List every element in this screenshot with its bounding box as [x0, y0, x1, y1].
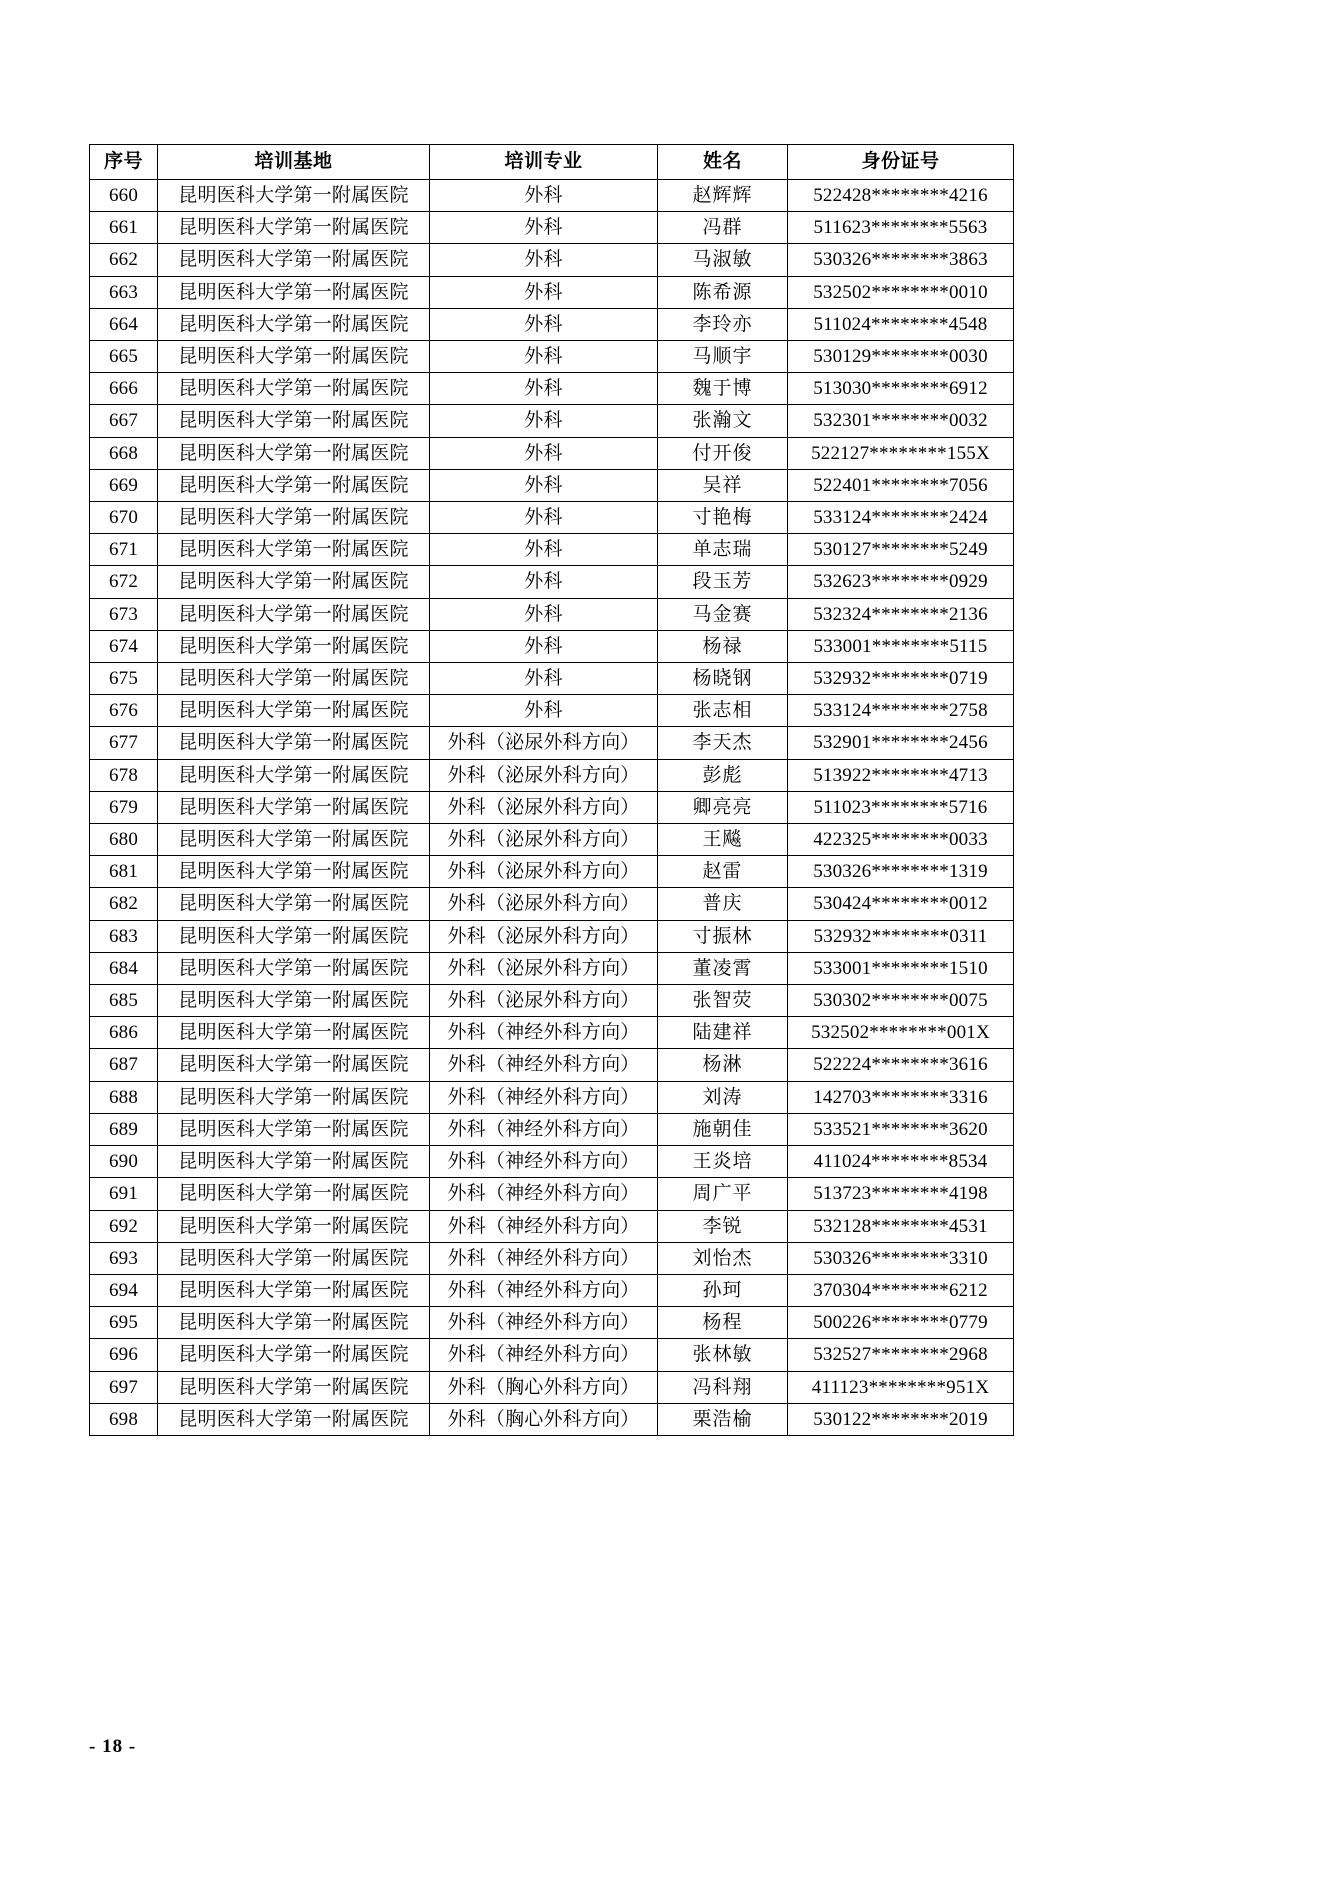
table-row: [90, 1049, 1014, 1081]
cell-sequence: 672: [90, 566, 158, 598]
cell-training-specialty: 外科（胸心外科方向）: [430, 1371, 658, 1403]
cell-training-base: 昆明医科大学第一附属医院: [158, 920, 430, 952]
table-row: [90, 952, 1014, 984]
cell-training-base: 昆明医科大学第一附属医院: [158, 437, 430, 469]
cell-id-number: 411024********8534: [788, 1146, 1014, 1178]
cell-sequence: 686: [90, 1017, 158, 1049]
cell-sequence: 664: [90, 308, 158, 340]
table-row: [90, 888, 1014, 920]
cell-training-specialty: 外科（神经外科方向）: [430, 1178, 658, 1210]
cell-sequence: 698: [90, 1403, 158, 1435]
cell-training-specialty: 外科: [430, 405, 658, 437]
cell-sequence: 693: [90, 1242, 158, 1274]
cell-training-base: 昆明医科大学第一附属医院: [158, 534, 430, 566]
cell-training-specialty: 外科（神经外科方向）: [430, 1049, 658, 1081]
cell-name: 杨禄: [658, 630, 788, 662]
cell-training-specialty: 外科: [430, 341, 658, 373]
cell-training-base: 昆明医科大学第一附属医院: [158, 695, 430, 727]
table-row: [90, 534, 1014, 566]
cell-training-base: 昆明医科大学第一附属医院: [158, 759, 430, 791]
cell-training-base: 昆明医科大学第一附属医院: [158, 1113, 430, 1145]
cell-training-specialty: 外科: [430, 437, 658, 469]
cell-training-base: 昆明医科大学第一附属医院: [158, 630, 430, 662]
table-row: [90, 566, 1014, 598]
cell-training-base: 昆明医科大学第一附属医院: [158, 566, 430, 598]
table-row: [90, 502, 1014, 534]
cell-training-base: 昆明医科大学第一附属医院: [158, 308, 430, 340]
table-header: [90, 145, 1014, 180]
cell-training-base: 昆明医科大学第一附属医院: [158, 598, 430, 630]
cell-id-number: 532932********0311: [788, 920, 1014, 952]
cell-name: 张志相: [658, 695, 788, 727]
cell-id-number: 533001********5115: [788, 630, 1014, 662]
cell-id-number: 532128********4531: [788, 1210, 1014, 1242]
cell-name: 王飚: [658, 824, 788, 856]
cell-name: 寸艳梅: [658, 502, 788, 534]
cell-training-base: 昆明医科大学第一附属医院: [158, 1339, 430, 1371]
cell-id-number: 532324********2136: [788, 598, 1014, 630]
cell-sequence: 663: [90, 276, 158, 308]
cell-sequence: 683: [90, 920, 158, 952]
cell-id-number: 533001********1510: [788, 952, 1014, 984]
cell-sequence: 660: [90, 180, 158, 212]
cell-sequence: 678: [90, 759, 158, 791]
cell-name: 段玉芳: [658, 566, 788, 598]
cell-sequence: 666: [90, 373, 158, 405]
cell-sequence: 674: [90, 630, 158, 662]
column-header-training-specialty: 培训专业: [430, 145, 658, 180]
cell-sequence: 695: [90, 1307, 158, 1339]
table-row: [90, 1017, 1014, 1049]
cell-sequence: 671: [90, 534, 158, 566]
cell-training-base: 昆明医科大学第一附属医院: [158, 856, 430, 888]
cell-name: 单志瑞: [658, 534, 788, 566]
cell-training-specialty: 外科（神经外科方向）: [430, 1146, 658, 1178]
cell-id-number: 422325********0033: [788, 824, 1014, 856]
cell-training-base: 昆明医科大学第一附属医院: [158, 1081, 430, 1113]
cell-sequence: 691: [90, 1178, 158, 1210]
cell-name: 陆建祥: [658, 1017, 788, 1049]
cell-sequence: 697: [90, 1371, 158, 1403]
cell-sequence: 684: [90, 952, 158, 984]
cell-training-specialty: 外科: [430, 212, 658, 244]
cell-training-base: 昆明医科大学第一附属医院: [158, 1146, 430, 1178]
cell-name: 赵辉辉: [658, 180, 788, 212]
cell-name: 张瀚文: [658, 405, 788, 437]
table-row: [90, 437, 1014, 469]
cell-id-number: 411123********951X: [788, 1371, 1014, 1403]
cell-training-specialty: 外科（泌尿外科方向）: [430, 824, 658, 856]
cell-training-specialty: 外科: [430, 180, 658, 212]
cell-id-number: 532623********0929: [788, 566, 1014, 598]
table-row: [90, 598, 1014, 630]
cell-sequence: 685: [90, 985, 158, 1017]
table-row: [90, 212, 1014, 244]
table-row: [90, 695, 1014, 727]
table-row: [90, 276, 1014, 308]
cell-name: 周广平: [658, 1178, 788, 1210]
cell-id-number: 533124********2424: [788, 502, 1014, 534]
cell-name: 寸振林: [658, 920, 788, 952]
cell-training-base: 昆明医科大学第一附属医院: [158, 727, 430, 759]
cell-sequence: 682: [90, 888, 158, 920]
table-row: [90, 630, 1014, 662]
table-row: [90, 469, 1014, 501]
cell-training-specialty: 外科: [430, 276, 658, 308]
cell-sequence: 696: [90, 1339, 158, 1371]
cell-sequence: 679: [90, 791, 158, 823]
cell-id-number: 530326********1319: [788, 856, 1014, 888]
cell-name: 马淑敏: [658, 244, 788, 276]
column-header-sequence: 序号: [90, 145, 158, 180]
cell-sequence: 676: [90, 695, 158, 727]
cell-sequence: 662: [90, 244, 158, 276]
cell-training-base: 昆明医科大学第一附属医院: [158, 888, 430, 920]
table-row: [90, 244, 1014, 276]
cell-training-base: 昆明医科大学第一附属医院: [158, 791, 430, 823]
cell-name: 施朝佳: [658, 1113, 788, 1145]
cell-training-specialty: 外科（泌尿外科方向）: [430, 856, 658, 888]
cell-sequence: 687: [90, 1049, 158, 1081]
cell-name: 栗浩榆: [658, 1403, 788, 1435]
cell-id-number: 370304********6212: [788, 1274, 1014, 1306]
cell-id-number: 530302********0075: [788, 985, 1014, 1017]
roster-table-container: [89, 144, 1013, 1436]
cell-training-base: 昆明医科大学第一附属医院: [158, 1307, 430, 1339]
cell-name: 李天杰: [658, 727, 788, 759]
cell-id-number: 530127********5249: [788, 534, 1014, 566]
cell-sequence: 673: [90, 598, 158, 630]
cell-training-base: 昆明医科大学第一附属医院: [158, 502, 430, 534]
cell-training-base: 昆明医科大学第一附属医院: [158, 1274, 430, 1306]
cell-name: 吴祥: [658, 469, 788, 501]
cell-name: 冯科翔: [658, 1371, 788, 1403]
cell-training-base: 昆明医科大学第一附属医院: [158, 244, 430, 276]
roster-table: [89, 144, 1014, 1436]
cell-id-number: 513723********4198: [788, 1178, 1014, 1210]
cell-training-specialty: 外科（泌尿外科方向）: [430, 888, 658, 920]
cell-training-base: 昆明医科大学第一附属医院: [158, 1049, 430, 1081]
cell-training-specialty: 外科（泌尿外科方向）: [430, 727, 658, 759]
cell-sequence: 677: [90, 727, 158, 759]
table-row: [90, 791, 1014, 823]
cell-name: 刘涛: [658, 1081, 788, 1113]
cell-id-number: 532901********2456: [788, 727, 1014, 759]
cell-name: 马金赛: [658, 598, 788, 630]
cell-training-specialty: 外科: [430, 244, 658, 276]
cell-name: 杨淋: [658, 1049, 788, 1081]
cell-training-base: 昆明医科大学第一附属医院: [158, 824, 430, 856]
table-row: [90, 824, 1014, 856]
table-row: [90, 1339, 1014, 1371]
cell-name: 李玲亦: [658, 308, 788, 340]
table-row: [90, 180, 1014, 212]
cell-name: 杨晓钢: [658, 663, 788, 695]
cell-training-base: 昆明医科大学第一附属医院: [158, 663, 430, 695]
cell-training-specialty: 外科（神经外科方向）: [430, 1113, 658, 1145]
cell-training-base: 昆明医科大学第一附属医院: [158, 1242, 430, 1274]
cell-name: 赵雷: [658, 856, 788, 888]
cell-name: 张智荧: [658, 985, 788, 1017]
cell-training-specialty: 外科（泌尿外科方向）: [430, 952, 658, 984]
cell-training-base: 昆明医科大学第一附属医院: [158, 212, 430, 244]
cell-training-specialty: 外科（神经外科方向）: [430, 1339, 658, 1371]
cell-name: 付开俊: [658, 437, 788, 469]
cell-training-specialty: 外科（神经外科方向）: [430, 1274, 658, 1306]
cell-training-specialty: 外科: [430, 373, 658, 405]
cell-training-specialty: 外科: [430, 663, 658, 695]
cell-training-base: 昆明医科大学第一附属医院: [158, 985, 430, 1017]
table-row: [90, 405, 1014, 437]
cell-training-specialty: 外科（神经外科方向）: [430, 1307, 658, 1339]
table-row: [90, 1242, 1014, 1274]
cell-name: 王炎培: [658, 1146, 788, 1178]
table-row: [90, 373, 1014, 405]
cell-training-base: 昆明医科大学第一附属医院: [158, 373, 430, 405]
table-row: [90, 1274, 1014, 1306]
cell-id-number: 532301********0032: [788, 405, 1014, 437]
cell-training-specialty: 外科: [430, 598, 658, 630]
table-row: [90, 727, 1014, 759]
table-row: [90, 663, 1014, 695]
table-row: [90, 1403, 1014, 1435]
cell-training-specialty: 外科: [430, 630, 658, 662]
cell-sequence: 692: [90, 1210, 158, 1242]
cell-name: 卿亮亮: [658, 791, 788, 823]
cell-name: 刘怡杰: [658, 1242, 788, 1274]
cell-id-number: 530326********3863: [788, 244, 1014, 276]
cell-name: 张林敏: [658, 1339, 788, 1371]
cell-id-number: 522127********155X: [788, 437, 1014, 469]
cell-sequence: 694: [90, 1274, 158, 1306]
cell-training-base: 昆明医科大学第一附属医院: [158, 1178, 430, 1210]
cell-sequence: 669: [90, 469, 158, 501]
cell-name: 李锐: [658, 1210, 788, 1242]
cell-id-number: 532527********2968: [788, 1339, 1014, 1371]
page-number: - 18 -: [89, 1736, 137, 1757]
cell-id-number: 513922********4713: [788, 759, 1014, 791]
cell-id-number: 530424********0012: [788, 888, 1014, 920]
column-header-id-number: 身份证号: [788, 145, 1014, 180]
cell-sequence: 667: [90, 405, 158, 437]
cell-name: 魏于博: [658, 373, 788, 405]
cell-training-specialty: 外科: [430, 308, 658, 340]
cell-sequence: 689: [90, 1113, 158, 1145]
cell-id-number: 533521********3620: [788, 1113, 1014, 1145]
cell-id-number: 142703********3316: [788, 1081, 1014, 1113]
column-header-name: 姓名: [658, 145, 788, 180]
cell-training-base: 昆明医科大学第一附属医院: [158, 469, 430, 501]
table-row: [90, 341, 1014, 373]
table-row: [90, 1146, 1014, 1178]
cell-training-specialty: 外科（神经外科方向）: [430, 1081, 658, 1113]
cell-id-number: 522401********7056: [788, 469, 1014, 501]
cell-id-number: 530129********0030: [788, 341, 1014, 373]
cell-name: 孙珂: [658, 1274, 788, 1306]
cell-name: 杨程: [658, 1307, 788, 1339]
cell-training-base: 昆明医科大学第一附属医院: [158, 1210, 430, 1242]
cell-sequence: 675: [90, 663, 158, 695]
cell-training-specialty: 外科（神经外科方向）: [430, 1210, 658, 1242]
table-row: [90, 1178, 1014, 1210]
cell-id-number: 532932********0719: [788, 663, 1014, 695]
cell-training-base: 昆明医科大学第一附属医院: [158, 1017, 430, 1049]
cell-id-number: 511024********4548: [788, 308, 1014, 340]
cell-id-number: 511023********5716: [788, 791, 1014, 823]
cell-training-base: 昆明医科大学第一附属医院: [158, 405, 430, 437]
cell-sequence: 668: [90, 437, 158, 469]
cell-training-specialty: 外科: [430, 534, 658, 566]
cell-id-number: 522428********4216: [788, 180, 1014, 212]
table-row: [90, 1113, 1014, 1145]
cell-sequence: 680: [90, 824, 158, 856]
cell-sequence: 688: [90, 1081, 158, 1113]
cell-id-number: 522224********3616: [788, 1049, 1014, 1081]
cell-id-number: 500226********0779: [788, 1307, 1014, 1339]
cell-training-specialty: 外科（胸心外科方向）: [430, 1403, 658, 1435]
cell-training-specialty: 外科: [430, 502, 658, 534]
cell-sequence: 661: [90, 212, 158, 244]
cell-training-base: 昆明医科大学第一附属医院: [158, 341, 430, 373]
cell-training-base: 昆明医科大学第一附属医院: [158, 1403, 430, 1435]
cell-id-number: 532502********001X: [788, 1017, 1014, 1049]
cell-sequence: 665: [90, 341, 158, 373]
cell-sequence: 690: [90, 1146, 158, 1178]
table-row: [90, 1081, 1014, 1113]
cell-name: 马顺宇: [658, 341, 788, 373]
table-row: [90, 920, 1014, 952]
table-row: [90, 985, 1014, 1017]
table-body: [90, 180, 1014, 1436]
column-header-training-base: 培训基地: [158, 145, 430, 180]
cell-name: 彭彪: [658, 759, 788, 791]
cell-training-specialty: 外科（泌尿外科方向）: [430, 985, 658, 1017]
cell-id-number: 533124********2758: [788, 695, 1014, 727]
cell-name: 冯群: [658, 212, 788, 244]
cell-training-specialty: 外科: [430, 566, 658, 598]
cell-name: 普庆: [658, 888, 788, 920]
cell-training-specialty: 外科: [430, 469, 658, 501]
table-header-row: [90, 145, 1014, 180]
cell-training-specialty: 外科: [430, 695, 658, 727]
cell-id-number: 530326********3310: [788, 1242, 1014, 1274]
cell-id-number: 511623********5563: [788, 212, 1014, 244]
cell-training-base: 昆明医科大学第一附属医院: [158, 276, 430, 308]
cell-training-specialty: 外科（神经外科方向）: [430, 1017, 658, 1049]
cell-training-specialty: 外科（泌尿外科方向）: [430, 920, 658, 952]
cell-id-number: 513030********6912: [788, 373, 1014, 405]
cell-sequence: 670: [90, 502, 158, 534]
table-row: [90, 1307, 1014, 1339]
cell-training-base: 昆明医科大学第一附属医院: [158, 952, 430, 984]
table-row: [90, 1371, 1014, 1403]
table-row: [90, 1210, 1014, 1242]
cell-id-number: 530122********2019: [788, 1403, 1014, 1435]
cell-training-base: 昆明医科大学第一附属医院: [158, 180, 430, 212]
table-row: [90, 308, 1014, 340]
table-row: [90, 856, 1014, 888]
cell-name: 董凌霄: [658, 952, 788, 984]
cell-sequence: 681: [90, 856, 158, 888]
cell-training-base: 昆明医科大学第一附属医院: [158, 1371, 430, 1403]
cell-training-specialty: 外科（泌尿外科方向）: [430, 791, 658, 823]
cell-name: 陈希源: [658, 276, 788, 308]
cell-id-number: 532502********0010: [788, 276, 1014, 308]
cell-training-specialty: 外科（泌尿外科方向）: [430, 759, 658, 791]
cell-training-specialty: 外科（神经外科方向）: [430, 1242, 658, 1274]
table-row: [90, 759, 1014, 791]
